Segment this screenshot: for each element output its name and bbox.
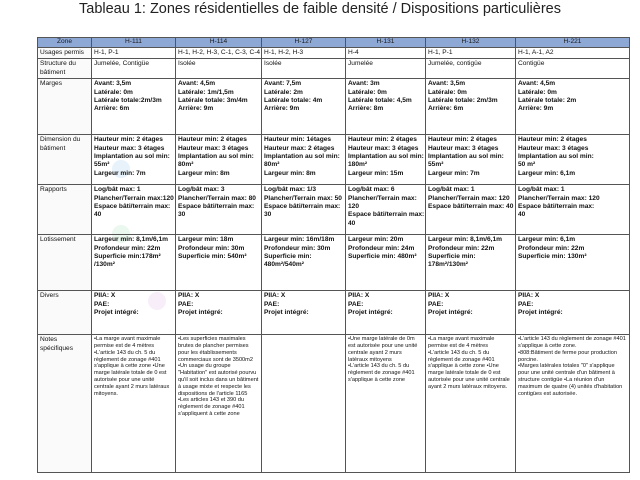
table-row <box>38 235 630 291</box>
cell-text: PIIA: X <box>264 292 286 300</box>
table-cell <box>262 291 346 335</box>
cell-text: Profondeur min: 30m <box>264 244 331 252</box>
cell-text: Hauteur max: 3 étages <box>94 144 165 152</box>
row-label: Notes spécifiques <box>38 335 92 473</box>
column-header: Zone <box>38 38 92 48</box>
table-cell <box>516 48 630 59</box>
row-label: Usages permis <box>38 48 92 59</box>
table-cell <box>176 235 262 291</box>
cell-text: Log/bât max: 3 <box>178 186 225 194</box>
cell-text: PAE: <box>518 300 534 308</box>
table-cell <box>426 135 516 185</box>
cell-text: Hauteur max: 3 étages <box>518 144 589 152</box>
cell-text: •L'article 143 du ch. 5 du règlement de zonage #401 s'applique à cette zone •Une marge latérale totale de 0 est autorisée pour une unité centrale ayant 2 murs latéraux mitoyens. <box>428 349 510 390</box>
table-cell <box>426 79 516 135</box>
table-cell <box>516 335 630 473</box>
cell-text: Superficie min:178m² <box>94 253 161 261</box>
table-cell <box>92 335 176 473</box>
cell-text: Espace bâti/terrain max: <box>348 211 425 219</box>
cell-text: •La marge avant maximale permise est de 4 mètres <box>428 336 495 350</box>
cell-text: Largeur min: 18m <box>178 236 234 244</box>
column-header: H-111 <box>92 38 176 48</box>
table-cell <box>516 79 630 135</box>
cell-text: •L'article 143 du ch. 5 du règlement de zonage #401 s'applique à cette zone <box>348 363 415 383</box>
cell-text: Latérale: 0m <box>94 88 133 96</box>
table-row <box>38 335 630 473</box>
cell-text: •Les articles 143 et 390 du règlement de zonage #401 s'appliquent à cette zone <box>178 397 245 417</box>
table-cell <box>426 59 516 79</box>
cell-text: Largeur min: 8,1m/6,1m <box>428 236 503 244</box>
cell-text: Avant: 4,5m <box>178 80 216 88</box>
column-header: H-132 <box>426 38 516 48</box>
table-cell <box>176 59 262 79</box>
cell-text: Plancher/Terrain max: 120 <box>518 194 600 202</box>
cell-text: PAE: <box>178 300 194 308</box>
table-row <box>38 59 630 79</box>
cell-text: Latérale: 0m <box>518 88 557 96</box>
cell-text: Arrière: 8m <box>348 105 384 113</box>
cell-text: •Les superficies maximales brutes de plancher permises pour les établissements commerciaux sont de 3500m2 <box>178 336 253 363</box>
cell-text: Largeur min: 15m <box>348 169 404 177</box>
cell-text: H-1, A-1, A2 <box>518 49 554 56</box>
cell-text: 180m² <box>348 161 368 169</box>
row-label: Marges <box>38 79 92 135</box>
cell-text: Log/bât max: 1 <box>428 186 475 194</box>
cell-text: PAE: <box>348 300 364 308</box>
cell-text: Projet intégré: <box>428 309 473 317</box>
cell-text: Hauteur min: 1étages <box>264 136 332 144</box>
cell-text: Hauteur min: 2 étages <box>428 136 497 144</box>
cell-text: PIIA: X <box>94 292 116 300</box>
cell-text: Largeur min: 8m <box>178 169 230 177</box>
table-cell <box>516 291 630 335</box>
cell-text: Plancher/Terrain max: 120 <box>428 194 510 202</box>
table-cell <box>346 79 426 135</box>
cell-text: Largeur min: 8m <box>264 169 316 177</box>
column-header: H-131 <box>346 38 426 48</box>
cell-text: Arrière: 9m <box>518 105 554 113</box>
column-header: H-127 <box>262 38 346 48</box>
table-body <box>38 48 630 473</box>
cell-text: Plancher/Terrain max: <box>348 194 417 202</box>
cell-text: •Une marge latérale de 0m est autorisée pour une unité centrale ayant 2 murs latéraux mitoyens <box>348 336 418 363</box>
cell-text: Implantation au sol min: <box>264 153 340 161</box>
cell-text: Superficie min: 130m² <box>518 253 587 261</box>
table-row <box>38 79 630 135</box>
cell-text: Projet intégré: <box>178 309 223 317</box>
table-header-row <box>38 38 630 48</box>
table-cell <box>426 291 516 335</box>
cell-text: Avant: 3m <box>348 80 380 88</box>
cell-text: 178m²/130m² <box>428 261 468 269</box>
cell-text: Hauteur max: 2 étages <box>264 144 335 152</box>
table-cell <box>176 79 262 135</box>
cell-text: Arrière: 9m <box>264 105 300 113</box>
cell-text: •L'article 143 du règlement de zonage #401 s'applique à cette zone. <box>518 336 626 350</box>
table-cell <box>262 59 346 79</box>
cell-text: Projet intégré: <box>94 309 139 317</box>
table-cell <box>516 235 630 291</box>
cell-text: Implantation au sol min: <box>178 153 254 161</box>
table-cell <box>92 235 176 291</box>
cell-text: •808:Bâtiment de ferme pour production porcine. <box>518 349 617 363</box>
table-cell <box>262 48 346 59</box>
cell-text: Jumelée, Contigüe <box>94 60 149 68</box>
cell-text: PIIA: X <box>518 292 540 300</box>
cell-text: Hauteur min: 2 étages <box>348 136 417 144</box>
table-cell <box>426 185 516 235</box>
cell-text: PAE: <box>94 300 110 308</box>
table-cell <box>262 335 346 473</box>
table-row <box>38 48 630 59</box>
table-cell <box>346 185 426 235</box>
cell-text: Superficie min: <box>428 253 476 261</box>
cell-text: Hauteur min: 2 étages <box>518 136 587 144</box>
cell-text: Avant: 4,5m <box>518 80 556 88</box>
table-cell <box>346 291 426 335</box>
table-cell <box>346 235 426 291</box>
table-cell <box>92 185 176 235</box>
table-cell <box>176 135 262 185</box>
cell-text: Jumelée <box>348 60 373 68</box>
table-row <box>38 185 630 235</box>
cell-text: Latérale: 1m/1,5m <box>178 88 234 96</box>
cell-text: H-1, P-1 <box>428 49 453 56</box>
cell-text: •Marges latérales totales "0" s'applique pour une unité centrale d'un bâtiment à structure contigüe •La réunion d'un maximum de quatre (4) unités d'habitation contigües est autorisée. <box>518 363 623 397</box>
cell-text: Latérale totale: 4,5m <box>348 97 412 105</box>
cell-text: •La marge avant maximale permise est de 4 mètres <box>94 336 161 350</box>
table-cell <box>262 135 346 185</box>
cell-text: Latérale totale:2m/3m <box>94 97 162 105</box>
cell-text: Avant: 3,5m <box>94 80 132 88</box>
cell-text: Largeur min: 16m/18m <box>264 236 335 244</box>
cell-text: Implantation au sol min: <box>518 153 594 161</box>
cell-text: Arrière: 9m <box>178 105 214 113</box>
cell-text: Profondeur min: 24m <box>348 244 415 252</box>
cell-text: Implantation au sol min: <box>348 153 424 161</box>
cell-text: Log/bât max: 1 <box>518 186 565 194</box>
table-cell <box>176 185 262 235</box>
cell-text: Hauteur min: 2 étages <box>94 136 163 144</box>
cell-text: Largeur min: 8,1m/6,1m <box>94 236 169 244</box>
cell-text: Latérale: 2m <box>264 88 303 96</box>
table-cell <box>262 235 346 291</box>
cell-text: Hauteur max: 3 étages <box>178 144 249 152</box>
cell-text: 80m² <box>178 161 194 169</box>
cell-text: Espace bâti/terrain max: <box>178 203 255 211</box>
cell-text: Profondeur min: 22m <box>518 244 585 252</box>
table-cell <box>92 48 176 59</box>
cell-text: Avant: 7,5m <box>264 80 302 88</box>
cell-text: Largeur min: 7m <box>428 169 480 177</box>
table-cell <box>346 335 426 473</box>
cell-text: Espace bâti/terrain max: <box>518 203 595 211</box>
table-cell <box>426 335 516 473</box>
cell-text: Largeur min: 6,1m <box>518 236 576 244</box>
cell-text: 40 <box>94 211 102 219</box>
cell-text: Latérale totale: 4m <box>264 97 323 105</box>
cell-text: H-1, P-1 <box>94 49 119 56</box>
cell-text: Profondeur min: 22m <box>428 244 495 252</box>
table-cell <box>92 291 176 335</box>
cell-text: Arrière: 6m <box>94 105 130 113</box>
cell-text: Hauteur max: 3 étages <box>428 144 499 152</box>
column-header: H-114 <box>176 38 262 48</box>
cell-text: Log/bât max: 1 <box>94 186 141 194</box>
cell-text: Espace bâti/terrain max: 40 <box>428 203 514 211</box>
cell-text: Largeur min: 6,1m <box>518 169 576 177</box>
cell-text: Log/bât max: 1/3 <box>264 186 317 194</box>
table-cell <box>262 79 346 135</box>
cell-text: Profondeur min: 30m <box>178 244 245 252</box>
table-cell <box>516 135 630 185</box>
table-cell <box>516 185 630 235</box>
table-cell <box>346 135 426 185</box>
table-cell <box>176 291 262 335</box>
cell-text: Hauteur min: 2 étages <box>178 136 247 144</box>
row-label: Rapports <box>38 185 92 235</box>
cell-text: Espace bâti/terrain max: <box>94 203 171 211</box>
cell-text: Largeur min: 20m <box>348 236 404 244</box>
cell-text: Latérale totale: 3m/4m <box>178 97 248 105</box>
cell-text: 480m²/540m² <box>264 261 304 269</box>
zones-table <box>37 37 630 473</box>
table-title: Tableau 1: Zones résidentielles de faible densité / Dispositions particulières <box>79 1 561 17</box>
column-header: H-221 <box>516 38 630 48</box>
cell-text: 80m² <box>264 161 280 169</box>
table-row <box>38 135 630 185</box>
cell-text: /130m² <box>94 261 115 269</box>
table-cell <box>426 235 516 291</box>
cell-text: PIIA: X <box>428 292 450 300</box>
cell-text: H-1, H-2, H-3, C-1, C-3, C-4 <box>178 49 261 56</box>
cell-text: Hauteur max: 3 étages <box>348 144 419 152</box>
cell-text: •L'article 143 du ch. 5 du règlement de zonage #401 s'applique à cette zone •Une marge latérale totale de 0 est autorisée pour une unité centrale ayant 2 murs latéraux mitoyens. <box>94 349 170 397</box>
cell-text: Projet intégré: <box>518 309 563 317</box>
cell-text: 30 <box>264 211 272 219</box>
table-row <box>38 291 630 335</box>
table-cell <box>346 59 426 79</box>
cell-text: 30 <box>178 211 186 219</box>
cell-text: PAE: <box>264 300 280 308</box>
cell-text: Superficie min: <box>264 253 312 261</box>
cell-text: Arrière: 6m <box>428 105 464 113</box>
cell-text: 120 <box>348 203 360 211</box>
cell-text: 55m² <box>94 161 110 169</box>
table-cell <box>516 59 630 79</box>
cell-text: Avant: 3,5m <box>428 80 466 88</box>
row-label: Dimension du bâtiment <box>38 135 92 185</box>
cell-text: •Un usage du groupe "Habitation" est autorisé pourvu qu'il soit inclus dans un bâtiment à usage mixte et respecte les dispositions de l'article 1165 <box>178 363 259 397</box>
cell-text: Latérale totale: 2m/3m <box>428 97 498 105</box>
table-cell <box>262 185 346 235</box>
cell-text: Plancher/Terrain max:120 <box>94 194 174 202</box>
cell-text: Projet intégré: <box>264 309 309 317</box>
cell-text: Latérale: 0m <box>428 88 467 96</box>
row-label: Structure du bâtiment <box>38 59 92 79</box>
cell-text: 40 <box>348 219 356 227</box>
cell-text: Superficie min: 540m² <box>178 253 247 261</box>
table-cell <box>92 135 176 185</box>
table-cell <box>92 79 176 135</box>
cell-text: PAE: <box>428 300 444 308</box>
cell-text: Log/bât max: 6 <box>348 186 395 194</box>
cell-text: H-4 <box>348 49 359 56</box>
cell-text: PIIA: X <box>348 292 370 300</box>
table-cell <box>92 59 176 79</box>
cell-text: Isolée <box>178 60 196 68</box>
cell-text: Jumelée, contigüe <box>428 60 482 68</box>
cell-text: Latérale totale: 2m <box>518 97 577 105</box>
table-cell <box>426 48 516 59</box>
cell-text: Plancher/Terrain max: 50 <box>264 194 342 202</box>
cell-text: PIIA: X <box>178 292 200 300</box>
cell-text: Isolée <box>264 60 282 68</box>
cell-text: 50 m² <box>518 161 536 169</box>
cell-text: 40 <box>518 211 526 219</box>
cell-text: Espace bâti/terrain max: <box>264 203 341 211</box>
table-cell <box>176 48 262 59</box>
cell-text: Largeur min: 7m <box>94 169 146 177</box>
cell-text: Latérale: 0m <box>348 88 387 96</box>
table-cell <box>346 48 426 59</box>
cell-text: Implantation au sol min: <box>94 153 170 161</box>
cell-text: H-1, H-2, H-3 <box>264 49 304 56</box>
cell-text: Projet intégré: <box>348 309 393 317</box>
cell-text: Plancher/Terrain max: 80 <box>178 194 256 202</box>
row-label: Divers <box>38 291 92 335</box>
table-cell <box>176 335 262 473</box>
cell-text: Implantation au sol min: <box>428 153 504 161</box>
cell-text: Contigüe <box>518 60 545 68</box>
cell-text: Superficie min: 480m² <box>348 253 417 261</box>
row-label: Lotissement <box>38 235 92 291</box>
cell-text: Profondeur min: 22m <box>94 244 161 252</box>
cell-text: 55m² <box>428 161 444 169</box>
